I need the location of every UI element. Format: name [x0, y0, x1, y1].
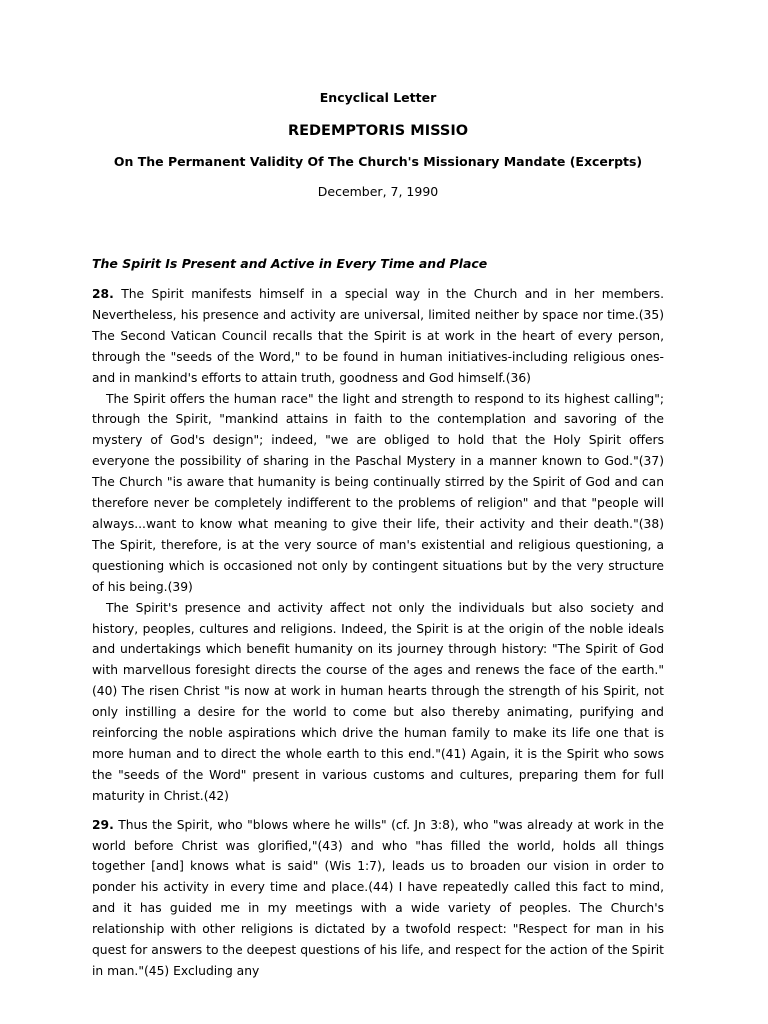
document-title: REDEMPTORIS MISSIO [287, 123, 469, 139]
paragraph-text: Thus the Spirit, who "blows where he wills" (cf. Jn 3:8), who "was already at work in the world before Christ was glorified,"(43) and who "has filled the world, holds all things together [and] knows what is said" (Wis 1:7), leads us to broaden our vision in order to ponder his activity in every time and place.(44) I have repeatedly called this fact to mind, and it has guided me in my meetings with a wide variety of peoples. The Church's relationship with other religions is dictated by a twofold respect: "Respect for man in his quest for answers to the deepest questions of his life, and respect for the action of the Spirit in man."(45) Excluding any [92, 817, 664, 978]
document-date: December, 7, 1990 [317, 184, 439, 199]
paragraph-number: 29. [92, 817, 114, 832]
paragraph-28-part-1 [92, 284, 664, 389]
paragraph-number: 28. [92, 287, 114, 301]
paragraph-text: The Spirit manifests himself in a special way in the Church and in her members. Nevertheless, his presence and activity are universal, limited neither by space nor time.(35) The Second Vatican Council recalls that the Spirit is at work in the heart of every person, through the "seeds of the Word," to be found in human initiatives-including religious ones-and in mankind's efforts to attain truth, goodness and God himself.(36) [92, 287, 664, 385]
section-heading: The Spirit Is Present and Active in Every Time and Place [92, 256, 488, 271]
document-page [92, 88, 664, 990]
document-subtitle: On The Permanent Validity Of The Church's Missionary Mandate (Excerpts) [113, 154, 643, 169]
paragraph-28-part-2: The Spirit offers the human race" the light and strength to respond to its highest calling"; through the Spirit, "mankind attains in faith to the contemplation and savoring of the mystery of God's design"; indeed, "we are obliged to hold that the Holy Spirit offers everyone the possibility of sharing in the Paschal Mystery in a manner known to God."(37) The Church "is aware that humanity is being continually stirred by the Spirit of God and can therefore never be completely indifferent to the problems of religion" and that "people will always...want to know what meaning to give their life, their activity and their death."(38) The Spirit, therefore, is at the very source of man's existential and religious questioning, a questioning which is occasioned not only by contingent situations but by the very structure of his being.(39) [92, 391, 664, 594]
paragraph-29 [92, 815, 664, 982]
document-type: Encyclical Letter [319, 90, 437, 105]
paragraph-28 [92, 284, 664, 807]
paragraph-29-part-1 [92, 815, 664, 982]
paragraph-28-part-3: The Spirit's presence and activity affect not only the individuals but also society and history, peoples, cultures and religions. Indeed, the Spirit is at the origin of the noble ideals and undertakings which benefit humanity on its journey through history: "The Spirit of God with marvellous foresight directs the course of the ages and renews the face of the earth."(40) The risen Christ "is now at work in human hearts through the strength of his Spirit, not only instilling a desire for the world to come but also thereby animating, purifying and reinforcing the noble aspirations which drive the human family to make its life one that is more human and to direct the whole earth to this end."(41) Again, it is the Spirit who sows the "seeds of the Word" present in various customs and cultures, preparing them for full maturity in Christ.(42) [92, 600, 664, 803]
